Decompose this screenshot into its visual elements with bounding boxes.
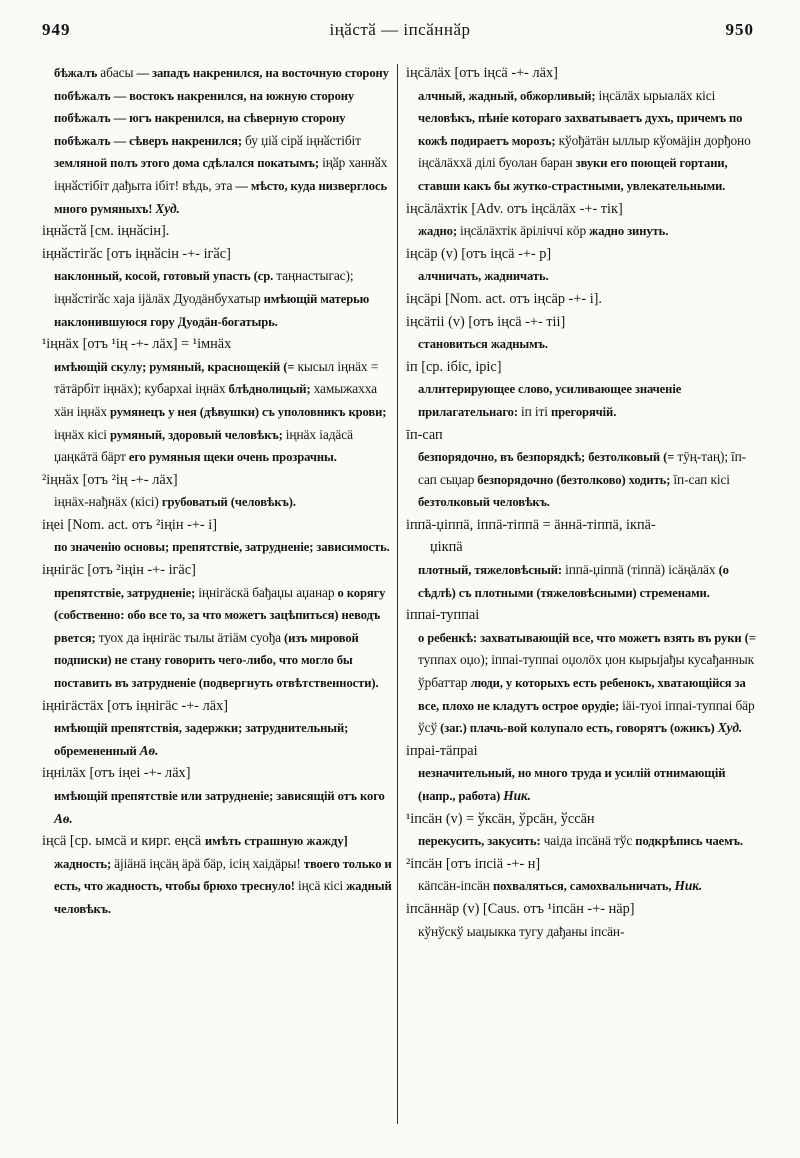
entry-inyastigas bbox=[42, 243, 392, 333]
definition: наклонный, косой, готовый упасть (ср. таңнастыгас); іңнӑстігӑс хаја іјӓлӓх Дуодӓнбухатыр имѣющій матерью наклонившуюся гору Дуодӓн-богатырь. bbox=[54, 268, 370, 329]
entry-insari bbox=[406, 288, 758, 311]
running-title: іңӑстӑ — іпсӑннӑр bbox=[329, 20, 471, 39]
left-column bbox=[42, 62, 392, 921]
right-column bbox=[406, 62, 758, 943]
headword: іңсӓлӓхтік [Adv. отъ іңсӓлӓх -+- тік] bbox=[406, 200, 623, 217]
column-divider bbox=[397, 64, 398, 1124]
definition: жадность; ӓјіӓнӓ іңсӓң ӓрӓ бӓр, ісің хаідӓры! твоего только и есть, что жадность, чтобы брюхо треснуло! іңсӓ кісі жадный человѣкъ. bbox=[54, 855, 392, 916]
headword: іңнігӓс [отъ ²іңін -+- ігӓс] bbox=[42, 562, 196, 579]
definition: безпорядочно, въ безпорядкѣ; безтолковый (= тӯң-таң); īп-сап сыџар безпорядочно (безтолково) ходить; īп-сап кісі безтолковый человѣкъ. bbox=[418, 449, 747, 510]
entry-iprai-tapraі bbox=[406, 740, 758, 808]
continued-entry: бѣжалъ абасы — западъ накренился, на восточную сторону побѣжалъ — востокъ накренился, на южную сторону побѣжалъ — югъ накренился, на сѣверную сторону побѣжалъ — сѣверъ накренился; бу џіӑ сірӑ іңнӑстібіт земляной полъ этого дома сдѣлался покатымъ; іңӑр ханнӑх іңнӑстібіт дађыта ібіт! вѣдь, эта — мѣсто, куда низверглось много румяныхъ! Худ. bbox=[54, 65, 389, 216]
definition: имѣющій препятствія, задержки; затруднительный; обремененный Аѳ. bbox=[54, 721, 349, 758]
entry-ippa-tsippa bbox=[406, 514, 758, 604]
entry-insa bbox=[42, 830, 392, 920]
headword-continued: џікпӓ bbox=[430, 539, 463, 556]
headword: ¹іпсӓн (v) = ўксӓн, ўрсӓн, ўссӓн bbox=[406, 810, 595, 827]
entry-insatii bbox=[406, 311, 758, 356]
definition: препятствіе, затрудненіе; іңнігӓскӓ бађаџы аџанар о корягу (собственно: обо все то, за что можетъ зацѣпиться) неводъ рвется; туох да іңнігӓс тылы ӓтіӓм суођа (изъ мировой подписки) не стану говорить чего-либо, что могло бы поставить въ затрудненіе (подвергнуть отвѣтственности). bbox=[54, 584, 386, 691]
headword: ²іпсӓн [отъ іпсіӓ -+- н] bbox=[406, 855, 541, 872]
entry-ip bbox=[406, 356, 758, 424]
entry-ipsannar bbox=[406, 898, 758, 943]
definition: алчничать, жадничать. bbox=[418, 269, 549, 284]
entry-inyei bbox=[42, 514, 392, 559]
headword: іңнӑстігӑс [отъ іңнӑсін -+- ігӑс] bbox=[42, 245, 231, 262]
definition: плотный, тяжеловѣсный: іппӓ-џіппӓ (тіппӓ) ісӓңӓлӓх (о сѣдлѣ) съ плотными (тяжеловѣсными) стременами. bbox=[418, 562, 729, 600]
headword: іппӓ-џіппӓ, іппӓ-тіппӓ = ӓннӓ-тіппӓ, ікпӓ- bbox=[406, 516, 656, 533]
headword: іппаі-туппаі bbox=[406, 607, 480, 624]
headword: ²іңнӓх [отъ ²ің -+- лӓх] bbox=[42, 471, 178, 488]
headword: іңсӓрі [Nom. act. отъ іңсӓр -+- і]. bbox=[406, 290, 603, 307]
entry-insalah bbox=[406, 62, 758, 198]
entry-innah-1 bbox=[42, 333, 392, 469]
definition: имѣющій препятствіе или затрудненіе; зависящій отъ кого Аѳ. bbox=[54, 789, 385, 826]
headword: іпсӓннӓр (v) [Caus. отъ ¹іпсӓн -+- нӓр] bbox=[406, 900, 635, 917]
entry-innigastah bbox=[42, 695, 392, 763]
definition: имѣющій скулу; румяный, краснощекій (= кысыл іңнӓх = тӓтӓрбіт іңнӓх); кубархаі іңнӓх блѣднолицый; хамыжахха хӓн іңнӓх румянецъ у нея (дѣвушки) съ уполовникъ крови; іңнӓх кісі румяный, здоровый человѣкъ; іңнӓх іадӓсӓ џаңкӓтӓ бӓрт его румяныя щеки очень прозрачны. bbox=[54, 358, 387, 465]
entry-innigas bbox=[42, 559, 392, 695]
entry-insar bbox=[406, 243, 758, 288]
entry-ipsan-2 bbox=[406, 853, 758, 898]
entry-ip-sap bbox=[406, 424, 758, 514]
definition: перекусить, закусить: чаіда іпсӓнӓ тўс подкрѣпись чаемъ. bbox=[418, 833, 743, 849]
definition: іңнӓх-нађнӓх (кісі) грубоватый (человѣкъ). bbox=[54, 494, 296, 510]
headword: іңнӑстӑ [см. іңнӑсін]. bbox=[42, 223, 170, 240]
page-number-right: 950 bbox=[725, 20, 754, 39]
definition: алчный, жадный, обжорливый; іңсӓлӓх ырыалӓх кісі человѣкъ, пѣніе котораго захватываетъ духъ, причемъ по кожѣ подираетъ морозъ; кўођӓтӓн ыллыр кўомӓјін дорђоно іңсӓлӓххӓ ділі буолан баран звуки его поющей гортани, ставши какъ бы жутко-страстными, увлекательными. bbox=[418, 87, 751, 193]
entry-ippai-tuppai bbox=[406, 604, 758, 740]
definition: становиться жаднымъ. bbox=[418, 337, 548, 352]
headword: іңсӓр (v) [отъ іңсӓ -+- р] bbox=[406, 245, 552, 262]
definition: по значенію основы; препятствіе, затрудненіе; зависимость. bbox=[54, 540, 390, 555]
definition: аллитерирующее слово, усиливающее значеніе прилагательнаго: іп іті прегорячій. bbox=[418, 382, 682, 419]
headword: іңнігӓстӓх [отъ іңнігӓс -+- лӓх] bbox=[42, 697, 228, 714]
headword: īп-сап bbox=[406, 426, 443, 443]
entry-ipsan-1 bbox=[406, 808, 758, 853]
headword: іңсӓтіі (v) [отъ іңсӓ -+- тіі] bbox=[406, 313, 566, 330]
definition: кўнўскў ыаџыкка тугу дађаны іпсӓн- bbox=[418, 923, 625, 939]
definition: незначительный, но много труда и усилій отнимающій (напр., работа) Ник. bbox=[418, 766, 726, 803]
entry-inyasta bbox=[42, 220, 392, 243]
headword: іңеі [Nom. act. отъ ²іңін -+- і] bbox=[42, 516, 218, 533]
headword: іп [ср. ібіс, іріс] bbox=[406, 358, 502, 375]
definition: о ребенкѣ: захватывающій все, что можетъ взять въ руки (= туппах оџо); іппаі-туппаі оџолӧх џон кырыјађы кусађаннык ўрбаттар люди, у которыхъ есть ребенокъ, хватающійся за все, плохо не кладутъ острое орудіе; іӓі-туоі іппаі-туппаі бӓр ўсў (заг.) плачь-вой колупало есть, говорятъ (ожикъ) Худ. bbox=[418, 630, 756, 736]
entry-innah-2 bbox=[42, 469, 392, 514]
definition: кӓпсӓн-іпсӓн похваляться, самохвальничать, Ник. bbox=[418, 878, 703, 894]
headword: іңсӓ [ср. ымсӓ и кирг. еңсӓ имѣть страшную жажду] bbox=[42, 833, 348, 850]
page-header bbox=[0, 0, 800, 54]
headword: іпраі-тӓпраі bbox=[406, 742, 478, 759]
headword: іңнілӓх [отъ іңеі -+- лӓх] bbox=[42, 765, 191, 782]
entry-insalahtik bbox=[406, 198, 758, 243]
headword: іңсӓлӓх [отъ іңсӓ -+- лӓх] bbox=[406, 65, 558, 81]
headword: ¹іңнӓх [отъ ¹ің -+- лӓх] = ¹імнӓх bbox=[42, 336, 232, 353]
page-number-left: 949 bbox=[42, 20, 71, 39]
definition: жадно; іңсӓлӓхтік ӓріліччі кӧр жадно зинуть. bbox=[418, 223, 669, 239]
entry-innilah bbox=[42, 762, 392, 830]
